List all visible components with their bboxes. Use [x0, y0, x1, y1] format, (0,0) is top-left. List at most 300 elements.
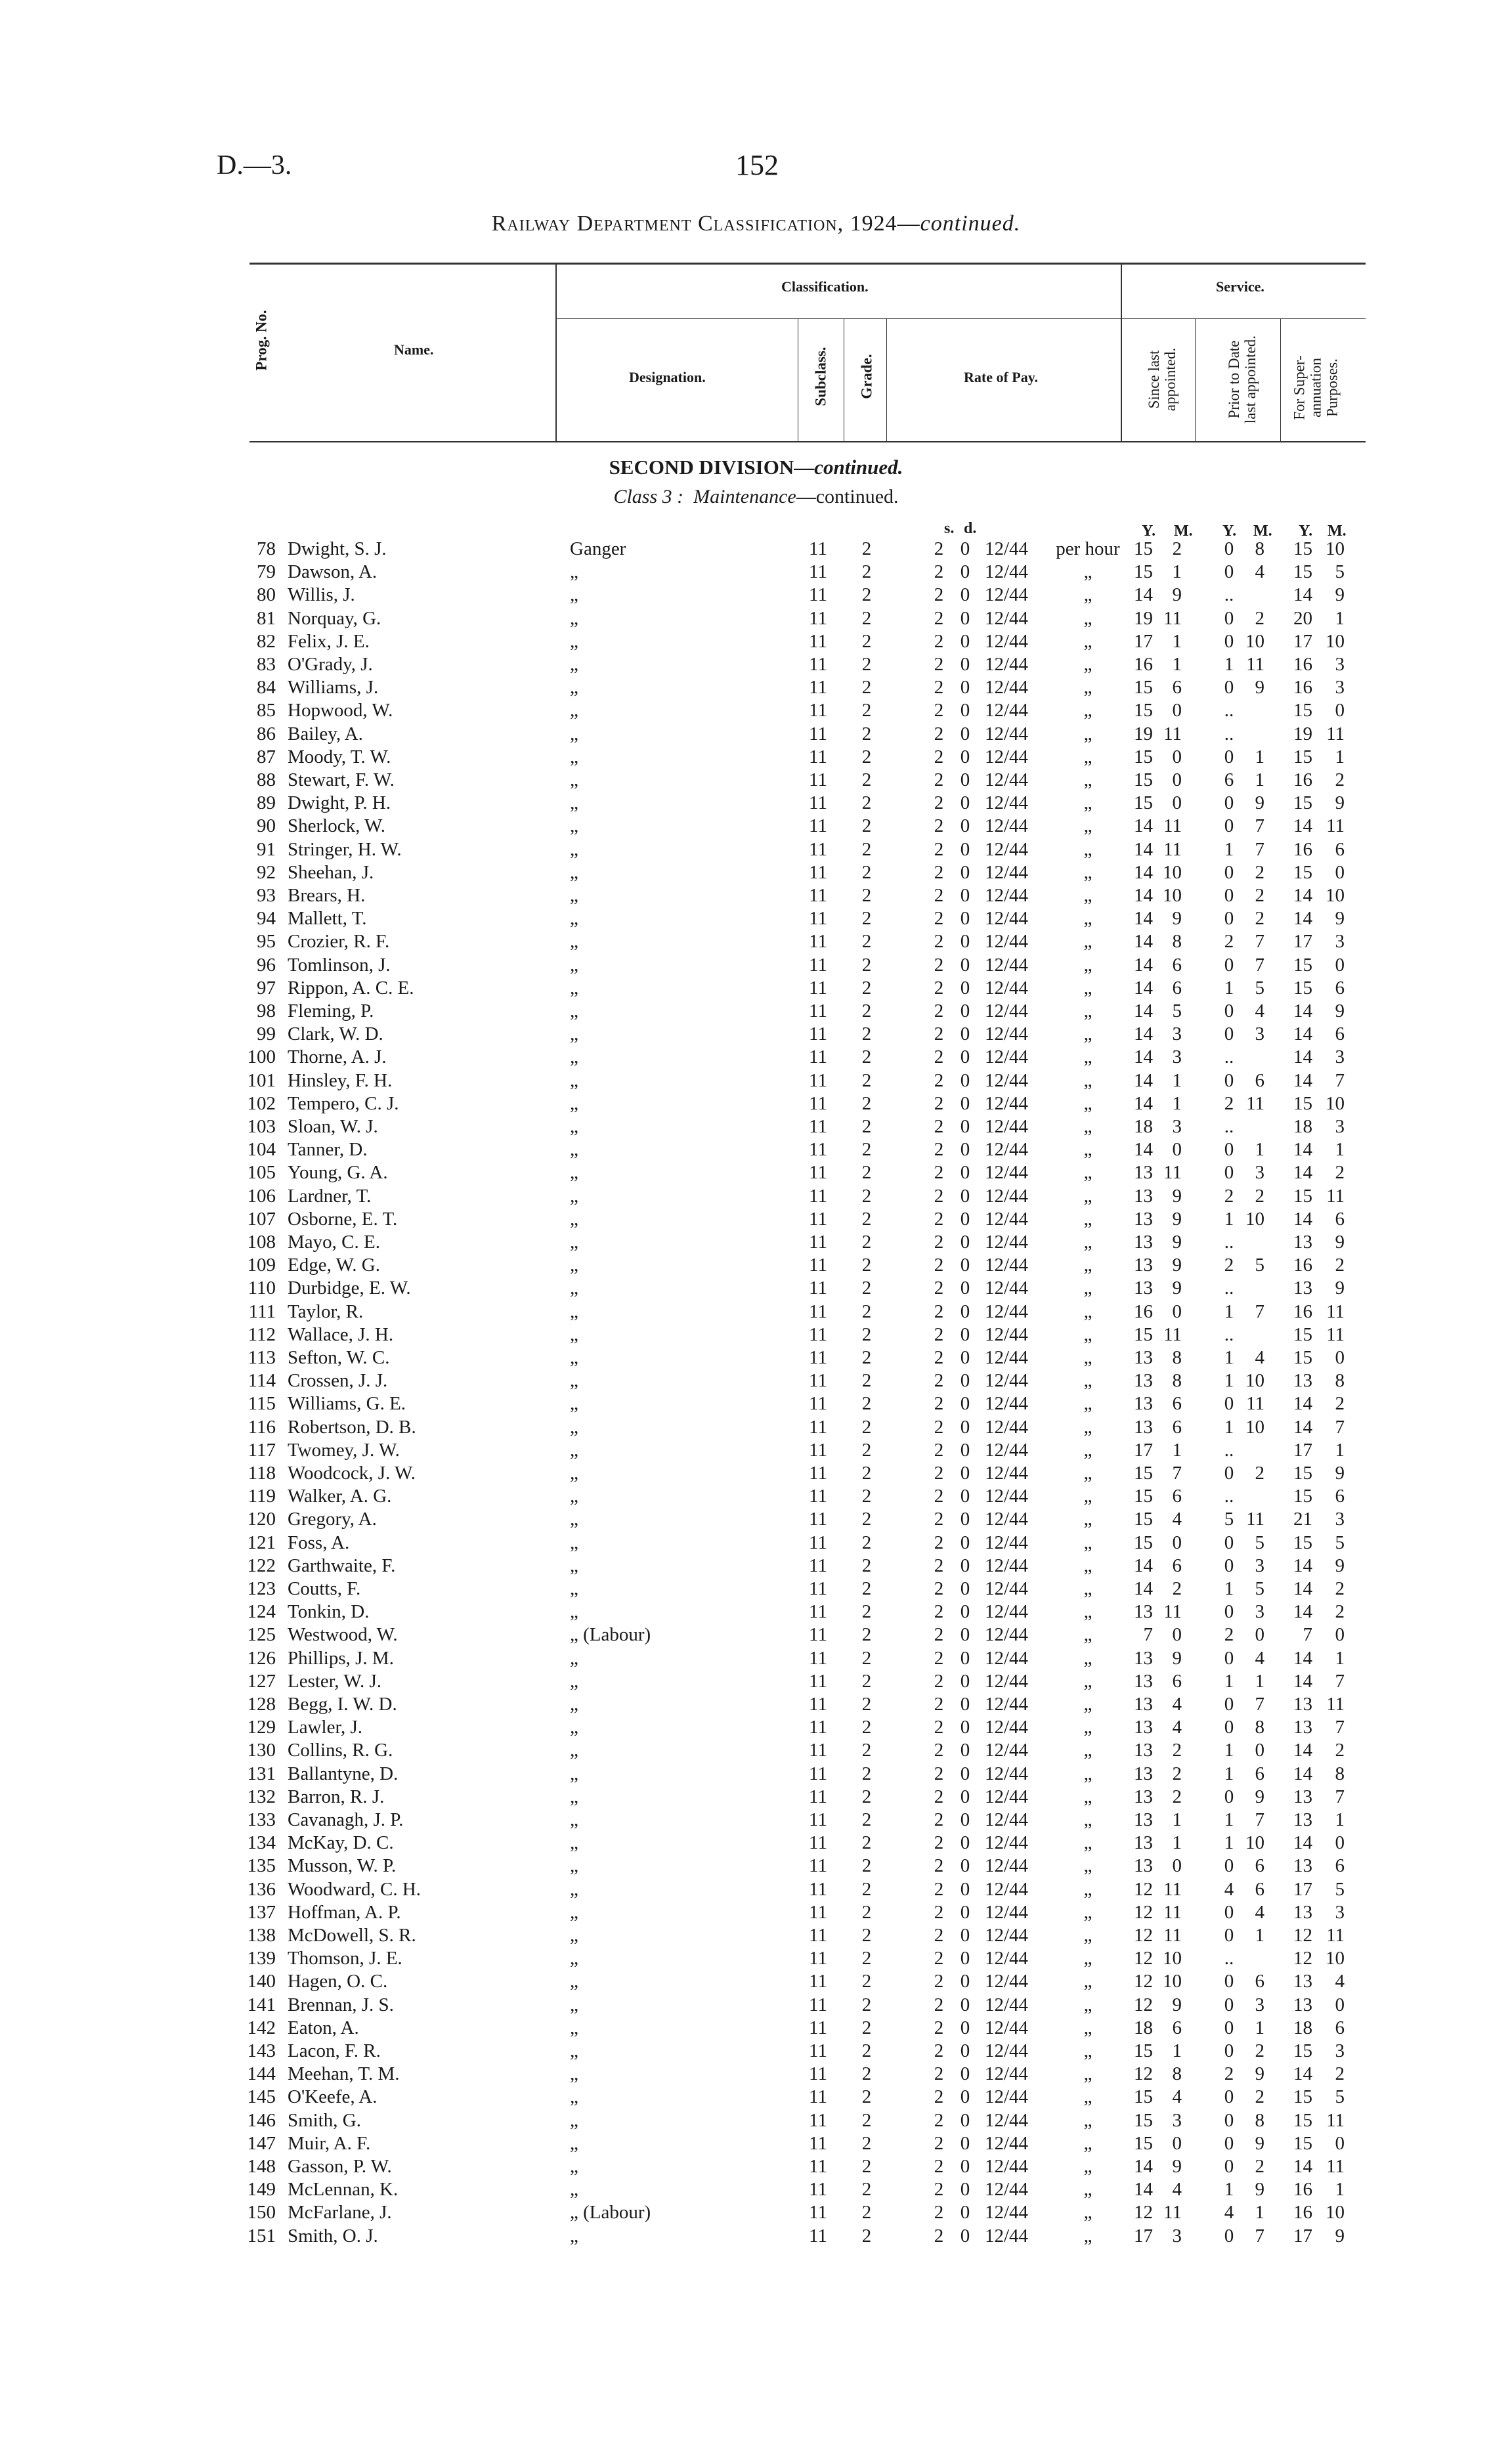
row-super-months: 4 — [1335, 1971, 1345, 1992]
row-rate-fraction: 12/44 — [984, 1670, 1029, 1692]
row-name: Phillips, J. M. — [288, 1647, 394, 1669]
row-since-years: 14 — [1134, 1069, 1153, 1091]
row-name: O'Keefe, A. — [288, 2086, 378, 2108]
row-super-months: 11 — [1326, 815, 1345, 837]
header-designation: Designation. — [629, 369, 706, 385]
row-name: Thorne, A. J. — [288, 1046, 387, 1068]
row-rate-fraction: 12/44 — [984, 1069, 1029, 1091]
row-super-years: 14 — [1293, 908, 1312, 930]
row-super-years: 16 — [1293, 677, 1312, 698]
row-since-months: 11 — [1163, 607, 1182, 629]
row-rate-shillings: 2 — [934, 1555, 944, 1576]
row-rate-unit: „ — [1083, 1347, 1092, 1368]
row-grade: 2 — [861, 792, 872, 814]
row-subclass: 11 — [809, 908, 827, 930]
row-prog-no: 141 — [247, 1994, 276, 2015]
row-prior-months: 11 — [1246, 1393, 1264, 1415]
row-prog-no: 91 — [257, 838, 276, 860]
row-since-months: 7 — [1172, 1463, 1182, 1484]
row-designation: „ — [570, 1578, 578, 1599]
page-reference: D.—3. — [217, 150, 292, 181]
row-subclass: 11 — [809, 1069, 827, 1091]
row-since-years: 13 — [1134, 1786, 1153, 1807]
row-rate-fraction: 12/44 — [984, 723, 1029, 744]
row-name: Sefton, W. C. — [288, 1347, 390, 1368]
row-grade: 2 — [861, 931, 872, 953]
row-rate-fraction: 12/44 — [984, 1855, 1029, 1877]
row-subclass: 11 — [809, 1532, 827, 1553]
row-prog-no: 134 — [247, 1832, 276, 1854]
row-rate-shillings: 2 — [934, 1948, 944, 1969]
row-prior-months: 2 — [1255, 1463, 1264, 1484]
row-rate-pence: 0 — [960, 1255, 970, 1276]
row-super-months: 11 — [1326, 2109, 1345, 2131]
row-since-years: 15 — [1134, 2132, 1153, 2154]
row-designation: „ — [570, 2063, 578, 2085]
row-prior-years: 6 — [1224, 769, 1234, 790]
row-rate-pence: 0 — [960, 1000, 970, 1021]
row-prior-months: 1 — [1255, 1670, 1264, 1692]
row-name: Robertson, D. B. — [288, 1416, 416, 1438]
row-prior-months: 4 — [1255, 561, 1264, 583]
row-prior-months: 8 — [1255, 538, 1264, 559]
row-rate-pence: 0 — [960, 1347, 970, 1368]
row-super-years: 15 — [1293, 1323, 1312, 1345]
row-rate-shillings: 2 — [934, 815, 944, 837]
row-grade: 2 — [861, 1092, 872, 1114]
row-grade: 2 — [861, 2109, 872, 2131]
row-since-years: 13 — [1134, 1647, 1153, 1669]
row-since-years: 15 — [1134, 1509, 1153, 1530]
row-designation: „ — [570, 561, 578, 583]
row-designation: „ — [570, 1878, 578, 1900]
row-prior-years: 1 — [1224, 654, 1234, 675]
row-subclass: 11 — [809, 1994, 827, 2015]
row-prog-no: 111 — [248, 1300, 276, 1322]
row-super-years: 14 — [1293, 1393, 1312, 1415]
row-grade: 2 — [861, 1647, 872, 1669]
row-subclass: 11 — [809, 607, 827, 629]
row-super-months: 0 — [1335, 861, 1345, 883]
row-super-months: 2 — [1335, 1578, 1345, 1599]
row-rate-shillings: 2 — [934, 1278, 944, 1299]
row-grade: 2 — [861, 1948, 872, 1969]
row-since-years: 15 — [1134, 700, 1153, 721]
row-prior-years: 2 — [1224, 931, 1234, 953]
row-since-years: 14 — [1134, 931, 1153, 953]
row-prior-years: .. — [1224, 1439, 1234, 1461]
row-designation: „ — [570, 584, 578, 606]
row-rate-fraction: 12/44 — [984, 815, 1029, 837]
row-designation: „ — [570, 1439, 578, 1461]
row-prog-no: 145 — [247, 2086, 276, 2108]
row-super-months: 7 — [1335, 1069, 1345, 1091]
row-super-months: 9 — [1335, 584, 1345, 606]
row-super-months: 11 — [1326, 1694, 1345, 1715]
row-super-months: 0 — [1335, 2132, 1345, 2154]
header-name: Name. — [394, 341, 434, 358]
header-divider-prior — [1195, 319, 1196, 441]
row-rate-fraction: 12/44 — [984, 931, 1029, 953]
row-name: Westwood, W. — [288, 1624, 398, 1646]
row-since-years: 13 — [1134, 1347, 1153, 1368]
row-rate-unit: „ — [1083, 1278, 1092, 1299]
row-grade: 2 — [861, 1300, 872, 1322]
row-super-years: 16 — [1293, 769, 1312, 790]
row-grade: 2 — [861, 1185, 872, 1207]
row-rate-shillings: 2 — [934, 677, 944, 698]
row-subclass: 11 — [809, 1578, 827, 1599]
row-super-years: 14 — [1293, 584, 1312, 606]
row-prior-years: 1 — [1224, 1578, 1234, 1599]
row-subclass: 11 — [809, 1901, 827, 1923]
row-name: Lacon, F. R. — [288, 2040, 381, 2061]
row-rate-shillings: 2 — [934, 1439, 944, 1461]
row-prog-no: 126 — [247, 1647, 276, 1669]
row-rate-fraction: 12/44 — [984, 1162, 1029, 1184]
row-super-months: 9 — [1335, 1000, 1345, 1021]
row-grade: 2 — [861, 1901, 872, 1923]
row-designation: „ — [570, 607, 578, 629]
row-since-months: 1 — [1172, 654, 1182, 675]
row-rate-unit: „ — [1083, 1624, 1092, 1646]
row-since-years: 14 — [1134, 1092, 1153, 1114]
row-since-years: 13 — [1134, 1416, 1153, 1438]
unit-years-super: Y. — [1299, 523, 1313, 540]
row-prior-years: 1 — [1224, 1670, 1234, 1692]
row-rate-shillings: 2 — [934, 769, 944, 790]
row-prior-months: 1 — [1255, 2017, 1264, 2038]
row-prior-years: .. — [1224, 1948, 1234, 1969]
row-rate-shillings: 2 — [934, 2017, 944, 2038]
row-since-years: 15 — [1134, 746, 1153, 767]
row-rate-unit: „ — [1083, 1323, 1092, 1345]
row-super-months: 1 — [1335, 1139, 1345, 1161]
row-rate-unit: „ — [1083, 723, 1092, 744]
row-grade: 2 — [861, 1486, 872, 1507]
row-rate-fraction: 12/44 — [984, 2202, 1029, 2224]
row-grade: 2 — [861, 1323, 872, 1345]
row-rate-pence: 0 — [960, 2086, 970, 2108]
row-name: Tomlinson, J. — [288, 954, 391, 976]
row-rate-pence: 0 — [960, 2225, 970, 2246]
row-designation: „ — [570, 954, 578, 976]
row-super-months: 2 — [1335, 1740, 1345, 1761]
row-super-months: 3 — [1335, 1046, 1345, 1068]
row-since-years: 14 — [1134, 1139, 1153, 1161]
row-rate-pence: 0 — [960, 1208, 970, 1230]
row-name: Garthwaite, F. — [288, 1555, 396, 1576]
unit-months-super: M. — [1328, 523, 1347, 540]
row-since-months: 0 — [1172, 746, 1182, 767]
row-name: Sloan, W. J. — [288, 1116, 378, 1137]
row-rate-shillings: 2 — [934, 954, 944, 976]
row-super-years: 16 — [1293, 654, 1312, 675]
row-grade: 2 — [861, 1255, 872, 1276]
row-rate-shillings: 2 — [934, 1393, 944, 1415]
row-prior-years: 0 — [1224, 1647, 1234, 1669]
row-name: Begg, I. W. D. — [288, 1694, 397, 1715]
row-grade: 2 — [861, 1855, 872, 1877]
row-prior-months: 7 — [1255, 838, 1264, 860]
row-since-years: 17 — [1134, 2225, 1153, 2246]
header-rate-of-pay: Rate of Pay. — [964, 369, 1039, 385]
class-suffix: —continued. — [796, 486, 899, 507]
row-designation: „ — [570, 1232, 578, 1253]
row-prior-months: 4 — [1255, 1000, 1264, 1021]
row-prog-no: 102 — [247, 1092, 276, 1114]
row-since-months: 9 — [1172, 1994, 1182, 2015]
row-prog-no: 116 — [248, 1416, 276, 1438]
row-designation: „ — [570, 746, 578, 767]
row-rate-fraction: 12/44 — [984, 1347, 1029, 1368]
row-rate-unit: per hour — [1056, 538, 1120, 559]
row-super-months: 5 — [1335, 561, 1345, 583]
row-subclass: 11 — [809, 1300, 827, 1322]
row-name: Woodcock, J. W. — [288, 1463, 416, 1484]
row-since-months: 9 — [1172, 1647, 1182, 1669]
row-prior-months: 5 — [1255, 1532, 1264, 1553]
row-prior-years: .. — [1224, 584, 1234, 606]
row-name: Crossen, J. J. — [288, 1370, 388, 1392]
row-name: Wallace, J. H. — [288, 1323, 394, 1345]
row-name: Smith, G. — [288, 2109, 361, 2131]
row-name: Stewart, F. W. — [288, 769, 395, 790]
row-rate-pence: 0 — [960, 1555, 970, 1576]
row-designation: „ — [570, 2132, 578, 2154]
row-prior-months: 6 — [1255, 1971, 1264, 1992]
row-name: Walker, A. G. — [288, 1486, 392, 1507]
row-designation: „ — [570, 1185, 578, 1207]
row-designation: „ — [570, 792, 578, 814]
row-designation: „ — [570, 1255, 578, 1276]
row-since-months: 10 — [1163, 1971, 1182, 1992]
row-rate-unit: „ — [1083, 1232, 1092, 1253]
row-grade: 2 — [861, 815, 872, 837]
row-grade: 2 — [861, 1994, 872, 2015]
row-prog-no: 118 — [248, 1463, 276, 1484]
row-rate-shillings: 2 — [934, 838, 944, 860]
row-super-years: 13 — [1293, 1786, 1312, 1807]
row-prog-no: 149 — [247, 2179, 276, 2201]
row-subclass: 11 — [809, 1878, 827, 1900]
row-subclass: 11 — [809, 1486, 827, 1507]
row-rate-shillings: 2 — [934, 977, 944, 999]
row-since-months: 9 — [1172, 2156, 1182, 2177]
row-prior-months: 11 — [1246, 1509, 1264, 1530]
row-rate-pence: 0 — [960, 792, 970, 814]
row-rate-pence: 0 — [960, 954, 970, 976]
row-prior-months: 4 — [1255, 1347, 1264, 1368]
row-since-months: 10 — [1163, 1948, 1182, 1969]
row-name: Tanner, D. — [288, 1139, 368, 1161]
row-rate-fraction: 12/44 — [984, 1255, 1029, 1276]
row-rate-pence: 0 — [960, 1162, 970, 1184]
unit-pence: d. — [964, 520, 977, 537]
row-rate-fraction: 12/44 — [984, 1532, 1029, 1553]
row-rate-fraction: 12/44 — [984, 1023, 1029, 1045]
row-grade: 2 — [861, 1023, 872, 1045]
row-name: Mallett, T. — [288, 908, 367, 930]
row-since-months: 6 — [1172, 2017, 1182, 2038]
unit-years-since: Y. — [1142, 523, 1156, 540]
row-prior-years: 1 — [1224, 1809, 1234, 1830]
row-rate-shillings: 2 — [934, 1208, 944, 1230]
row-super-months: 0 — [1335, 1994, 1345, 2015]
row-since-years: 12 — [1134, 1901, 1153, 1923]
row-prior-years: 0 — [1224, 1532, 1234, 1553]
row-super-years: 17 — [1293, 931, 1312, 953]
row-grade: 2 — [861, 2156, 872, 2177]
row-subclass: 11 — [809, 885, 827, 906]
row-prog-no: 128 — [247, 1694, 276, 1715]
row-rate-pence: 0 — [960, 1393, 970, 1415]
row-name: Sherlock, W. — [288, 815, 386, 837]
row-super-years: 17 — [1293, 2225, 1312, 2246]
row-prog-no: 103 — [247, 1116, 276, 1137]
row-rate-fraction: 12/44 — [984, 861, 1029, 883]
row-subclass: 11 — [809, 746, 827, 767]
page-title: Railway Department Classification, 1924—continued. — [491, 211, 1021, 236]
row-prior-years: 1 — [1224, 838, 1234, 860]
row-rate-pence: 0 — [960, 1948, 970, 1969]
row-rate-pence: 0 — [960, 723, 970, 744]
row-since-years: 12 — [1134, 1878, 1153, 1900]
row-designation: „ — [570, 2156, 578, 2177]
row-prior-months: 7 — [1255, 954, 1264, 976]
row-rate-shillings: 2 — [934, 1878, 944, 1900]
row-prog-no: 142 — [247, 2017, 276, 2038]
row-since-months: 8 — [1172, 2063, 1182, 2085]
row-super-years: 18 — [1293, 2017, 1312, 2038]
row-prior-years: 0 — [1224, 2109, 1234, 2131]
row-prog-no: 146 — [247, 2109, 276, 2131]
row-since-years: 14 — [1134, 2179, 1153, 2201]
row-since-months: 9 — [1172, 1278, 1182, 1299]
row-rate-unit: „ — [1083, 1370, 1092, 1392]
row-since-years: 15 — [1134, 561, 1153, 583]
row-since-months: 11 — [1163, 838, 1182, 860]
row-rate-shillings: 2 — [934, 1323, 944, 1345]
row-since-months: 0 — [1172, 1300, 1182, 1322]
row-super-months: 2 — [1335, 1162, 1345, 1184]
row-super-years: 14 — [1293, 1647, 1312, 1669]
row-prior-years: 0 — [1224, 1855, 1234, 1877]
row-rate-unit: „ — [1083, 1092, 1092, 1114]
row-prog-no: 101 — [247, 1069, 276, 1091]
row-prior-years: 0 — [1224, 1463, 1234, 1484]
row-prior-years: 0 — [1224, 815, 1234, 837]
row-since-months: 3 — [1172, 2109, 1182, 2131]
row-since-years: 12 — [1134, 1925, 1153, 1946]
row-designation: „ — [570, 2086, 578, 2108]
row-since-months: 6 — [1172, 1393, 1182, 1415]
row-subclass: 11 — [809, 931, 827, 953]
row-rate-pence: 0 — [960, 2109, 970, 2131]
row-subclass: 11 — [809, 1601, 827, 1623]
row-name: Dwight, P. H. — [288, 792, 391, 814]
row-rate-shillings: 2 — [934, 1647, 944, 1669]
row-prior-years: 0 — [1224, 2156, 1234, 2177]
row-designation: „ — [570, 1601, 578, 1623]
row-super-years: 18 — [1293, 1116, 1312, 1137]
row-prior-years: .. — [1224, 723, 1234, 744]
row-super-months: 0 — [1335, 1347, 1345, 1368]
row-grade: 2 — [861, 1670, 872, 1692]
row-subclass: 11 — [809, 677, 827, 698]
row-grade: 2 — [861, 1532, 872, 1553]
header-classification: Classification. — [781, 278, 869, 295]
row-rate-unit: „ — [1083, 2040, 1092, 2061]
row-prior-years: 0 — [1224, 954, 1234, 976]
row-rate-shillings: 2 — [934, 1994, 944, 2015]
row-grade: 2 — [861, 607, 872, 629]
row-name: McKay, D. C. — [288, 1832, 394, 1854]
row-prior-months: 0 — [1255, 1740, 1264, 1761]
row-prior-months: 10 — [1245, 1370, 1264, 1392]
row-rate-shillings: 2 — [934, 1925, 944, 1946]
row-prior-years: .. — [1224, 1046, 1234, 1068]
row-rate-unit: „ — [1083, 1578, 1092, 1599]
row-rate-fraction: 12/44 — [984, 584, 1029, 606]
row-rate-shillings: 2 — [934, 700, 944, 721]
row-prior-months: 1 — [1255, 746, 1264, 767]
row-prior-years: 0 — [1224, 1694, 1234, 1715]
row-subclass: 11 — [809, 654, 827, 675]
row-since-years: 7 — [1143, 1624, 1153, 1646]
row-since-months: 1 — [1172, 2040, 1182, 2061]
row-super-months: 8 — [1335, 1370, 1345, 1392]
row-designation: Ganger — [570, 538, 626, 559]
row-rate-pence: 0 — [960, 1855, 970, 1877]
row-prior-years: 1 — [1224, 1763, 1234, 1784]
row-super-years: 15 — [1293, 538, 1312, 559]
row-name: Barron, R. J. — [288, 1786, 385, 1807]
row-rate-unit: „ — [1083, 2202, 1092, 2224]
row-name: Collins, R. G. — [288, 1740, 393, 1761]
row-prior-years: 0 — [1224, 1393, 1234, 1415]
row-prior-years: 0 — [1224, 792, 1234, 814]
row-rate-unit: „ — [1083, 1786, 1092, 1807]
row-super-years: 15 — [1293, 1486, 1312, 1507]
row-super-months: 9 — [1335, 2225, 1345, 2246]
row-prior-months: 9 — [1255, 2132, 1264, 2154]
row-rate-pence: 0 — [960, 1971, 970, 1992]
row-rate-pence: 0 — [960, 1278, 970, 1299]
row-prog-no: 82 — [257, 630, 276, 652]
row-prior-years: 1 — [1224, 1347, 1234, 1368]
row-rate-pence: 0 — [960, 1740, 970, 1761]
row-name: Lester, W. J. — [288, 1670, 382, 1692]
row-super-months: 9 — [1335, 792, 1345, 814]
row-since-years: 13 — [1134, 1601, 1153, 1623]
row-since-years: 13 — [1134, 1670, 1153, 1692]
row-name: Muir, A. F. — [288, 2132, 371, 2154]
row-rate-shillings: 2 — [934, 2202, 944, 2224]
row-prior-years: 0 — [1224, 2040, 1234, 2061]
row-since-years: 12 — [1134, 1994, 1153, 2015]
row-rate-unit: „ — [1083, 1763, 1092, 1784]
row-rate-fraction: 12/44 — [984, 700, 1029, 721]
row-prog-no: 115 — [248, 1393, 276, 1415]
row-super-years: 14 — [1293, 1162, 1312, 1184]
row-prior-years: 0 — [1224, 885, 1234, 906]
row-rate-pence: 0 — [960, 1069, 970, 1091]
row-rate-fraction: 12/44 — [984, 1971, 1029, 1992]
row-rate-shillings: 2 — [934, 1069, 944, 1091]
row-rate-unit: „ — [1083, 677, 1092, 698]
row-prog-no: 132 — [247, 1786, 276, 1807]
